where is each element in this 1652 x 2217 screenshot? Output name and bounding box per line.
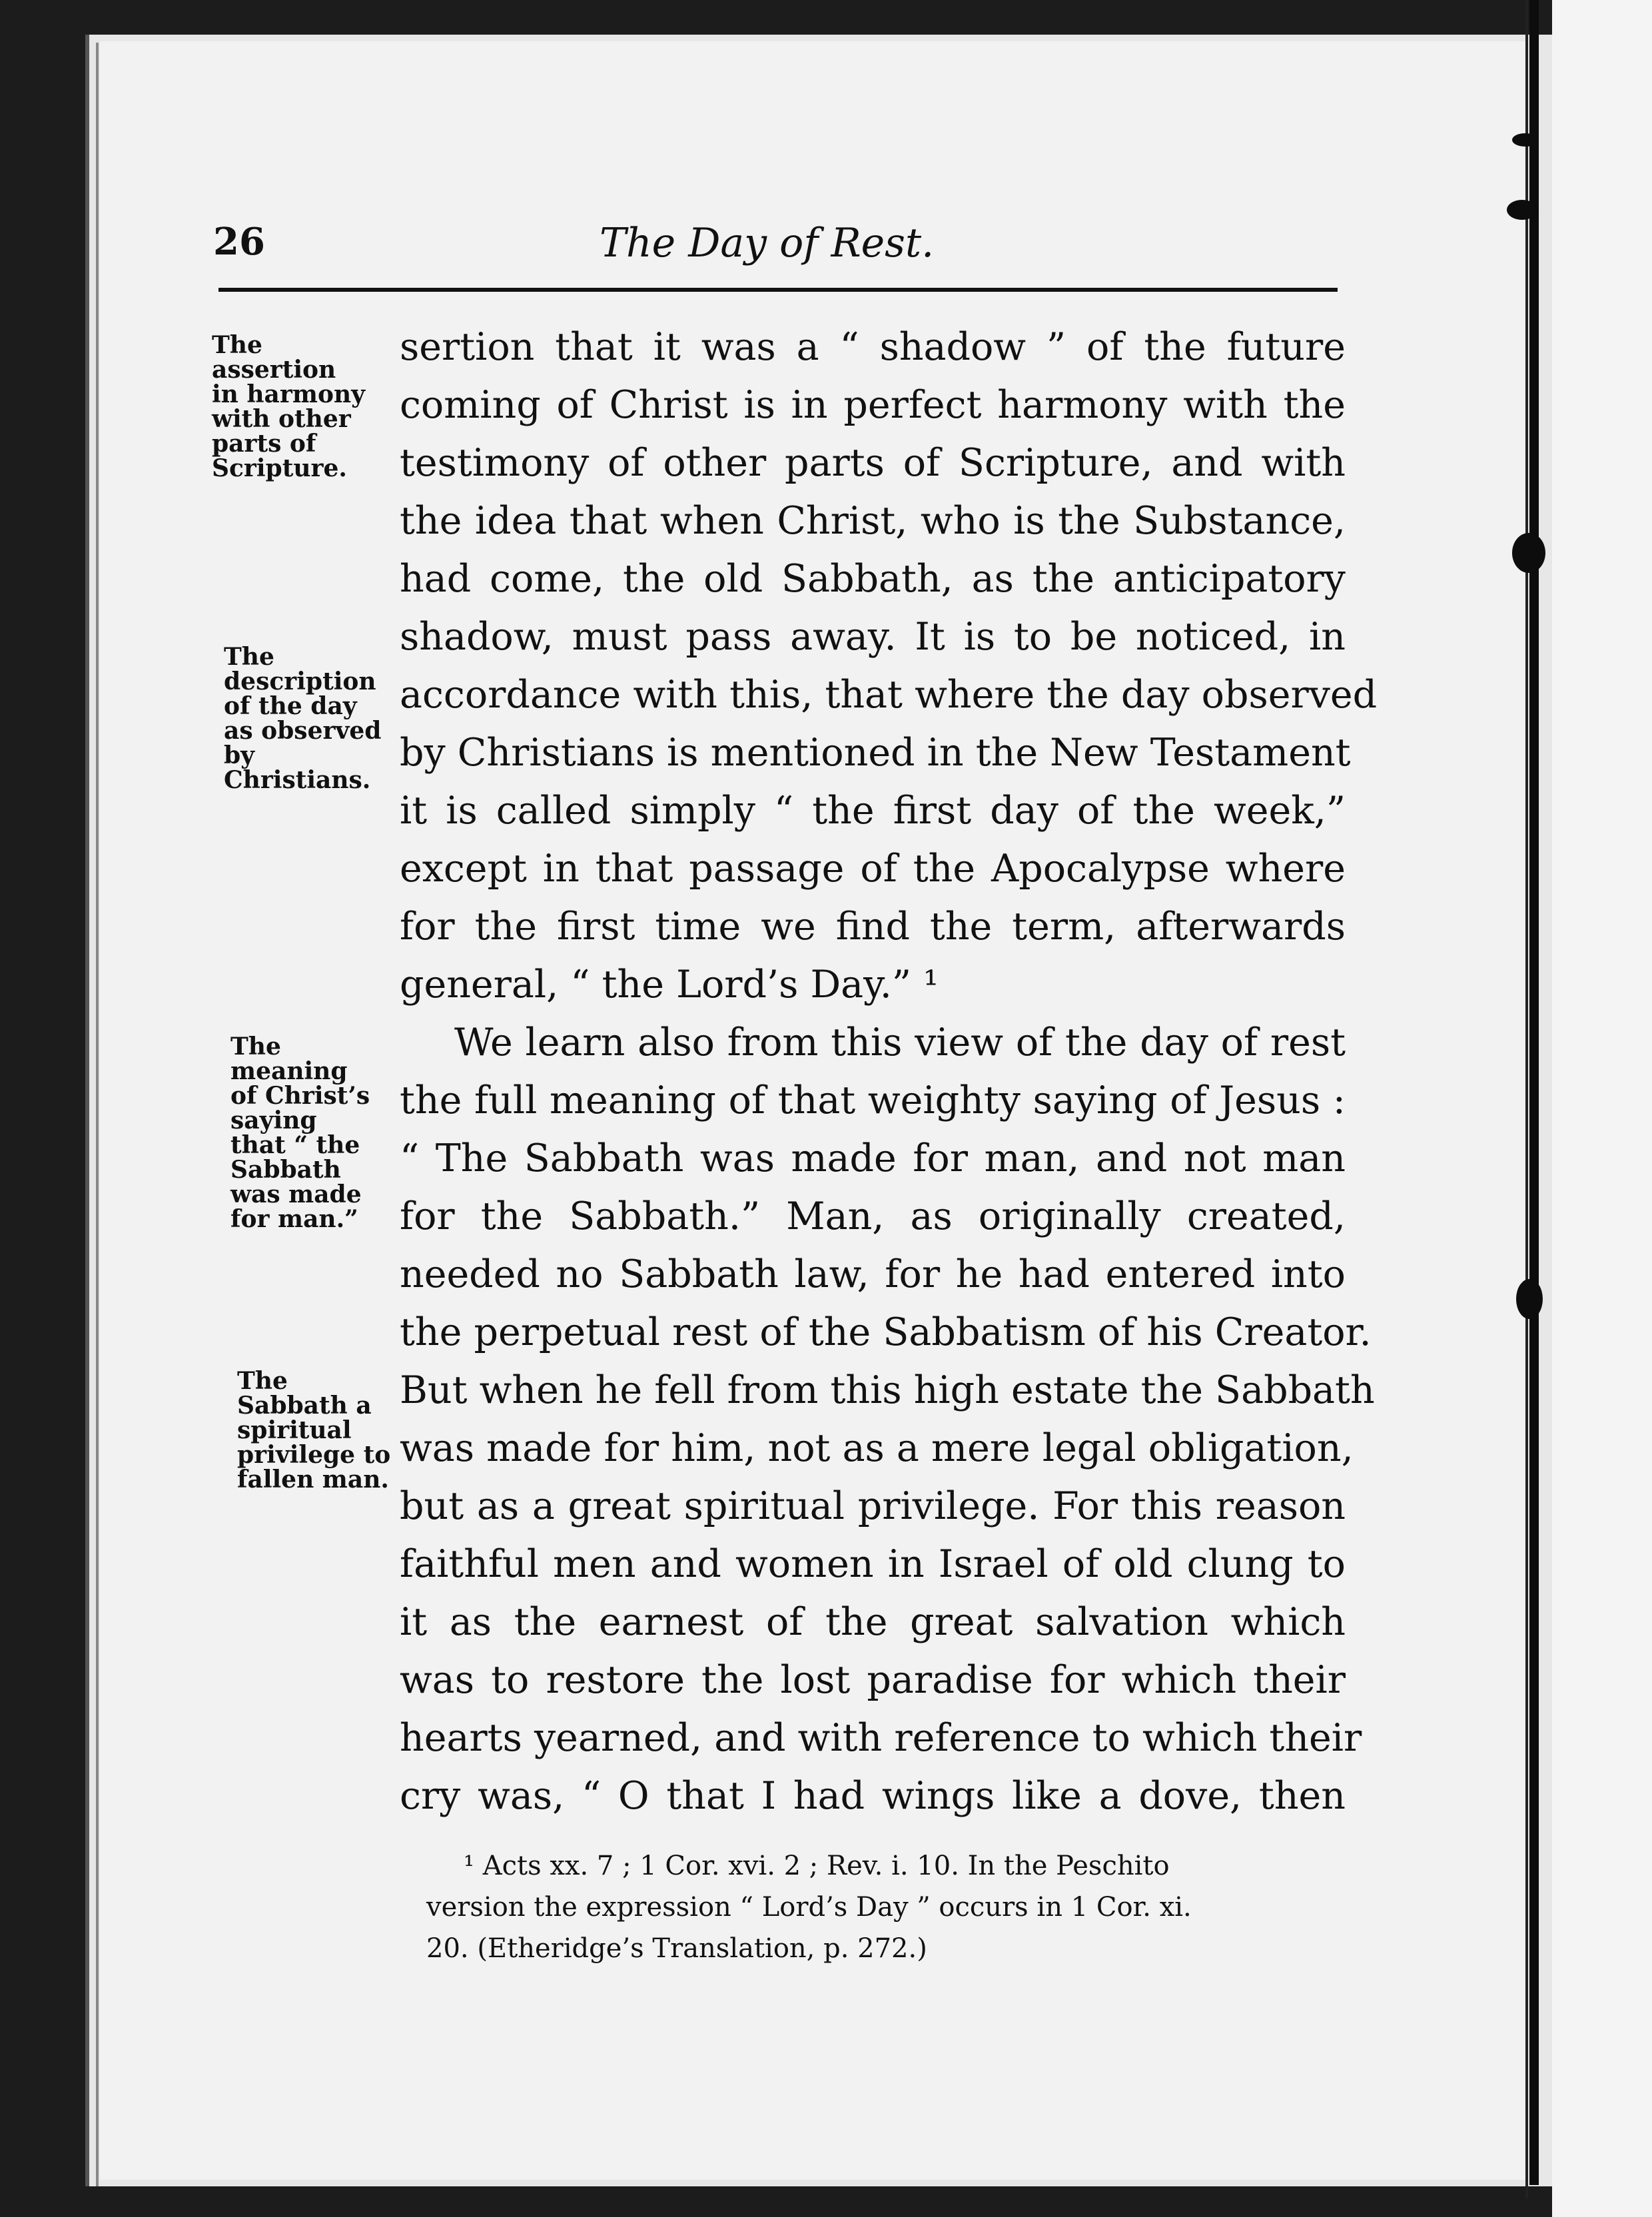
body-line: cry was, “ O that I had wings like a dove, then [400,1774,1346,1818]
body-line: sertion that it was a “ shadow ” of the future [400,325,1346,369]
body-line: the full meaning of that weighty saying of Jesus : [400,1079,1346,1122]
body-line: accordance with this, that where the day observed [400,673,1378,717]
margin-note-line: The [230,1033,281,1061]
margin-note [230,1035,410,1232]
margin-note-line: for man.” [230,1205,358,1233]
body-line: needed no Sabbath law, for he had entered into [400,1252,1346,1296]
footnote-line: ¹ Acts xx. 7 ; 1 Cor. xvi. 2 ; Rev. i. 10. In the Peschito [464,1851,1170,1881]
margin-note-line: as observed [224,717,382,745]
body-line: except in that passage of the Apocalypse where [400,847,1346,891]
margin-note-line: description [224,667,376,695]
body-line: it as the earnest of the great salvation which [400,1600,1346,1644]
margin-note-line: spiritual [237,1416,352,1444]
margin-note-line: by [224,741,255,769]
running-title: The Day of Rest. [600,220,935,266]
margin-notes [212,333,392,1599]
margin-note-line: assertion [212,356,336,384]
margin-note-line: Christians. [224,766,371,794]
margin-note-line: privilege to [237,1441,391,1469]
margin-note-line: Sabbath [230,1156,341,1184]
binding-thread-knot [1512,133,1539,147]
body-text [400,318,1378,1825]
body-line: the perpetual rest of the Sabbatism of his Creator. [400,1310,1372,1354]
margin-note-line: that “ the [230,1131,360,1159]
margin-note-line: meaning [230,1057,348,1085]
body-line: “ The Sabbath was made for man, and not man [400,1136,1346,1180]
body-line: had come, the old Sabbath, as the anticipatory [400,557,1346,601]
margin-note-line: fallen man. [237,1466,389,1494]
body-line: by Christians is mentioned in the New Testament [400,731,1351,775]
body-line: shadow, must pass away. It is to be noticed, in [400,615,1346,659]
margin-note-line: The [237,1367,288,1395]
footnote-line: 20. (Etheridge’s Translation, p. 272.) [426,1933,927,1964]
footnote [426,1845,1359,1969]
margin-note [212,333,392,481]
margin-note-line: parts of [212,430,316,458]
body-line: for the first time we find the term, afterwards [400,905,1346,949]
margin-note [224,645,404,793]
margin-note-line: The [224,643,274,671]
header-rule [218,288,1338,292]
body-line: was to restore the lost paradise for which their [400,1658,1346,1702]
body-line: We learn also from this view of the day of rest [454,1021,1346,1065]
margin-note-line: with other [212,405,351,433]
body-line: was made for him, not as a mere legal obligation, [400,1426,1354,1470]
facing-page-edge [1552,0,1652,2217]
margin-note-line: saying [230,1107,317,1134]
page-number: 26 [213,220,265,264]
body-line: hearts yearned, and with reference to which their [400,1716,1362,1760]
body-line: coming of Christ is in perfect harmony with the [400,383,1346,427]
margin-note-line: Sabbath a [237,1392,372,1420]
body-line: But when he fell from this high estate the Sabbath [400,1368,1375,1412]
binding-thread-knot [1507,200,1537,220]
running-head [213,220,1339,273]
body-line: faithful men and women in Israel of old clung to [400,1542,1346,1586]
margin-note-line: The [212,331,262,359]
binding-thread-knot [1516,1279,1543,1319]
body-line: the idea that when Christ, who is the Substance, [400,499,1346,543]
margin-note-line: was made [230,1180,362,1208]
margin-note [237,1369,417,1492]
body-line: testimony of other parts of Scripture, and with [400,441,1346,485]
binding-shadow [1525,0,1528,2198]
margin-note-line: in harmony [212,380,366,408]
margin-note-line: of Christ’s [230,1082,370,1110]
body-line: it is called simply “ the first day of the week,” [400,789,1346,833]
book-spine-gutter [1529,0,1539,2185]
margin-note-line: Scripture. [212,454,347,482]
body-line: general, “ the Lord’s Day.” ¹ [400,963,939,1007]
footnote-line: version the expression “ Lord’s Day ” occurs in 1 Cor. xi. [426,1892,1192,1923]
body-line: for the Sabbath.” Man, as originally created, [400,1194,1346,1238]
body-line: but as a great spiritual privilege. For this reason [400,1484,1346,1528]
margin-note-line: of the day [224,692,357,720]
binding-thread-knot [1512,533,1545,573]
